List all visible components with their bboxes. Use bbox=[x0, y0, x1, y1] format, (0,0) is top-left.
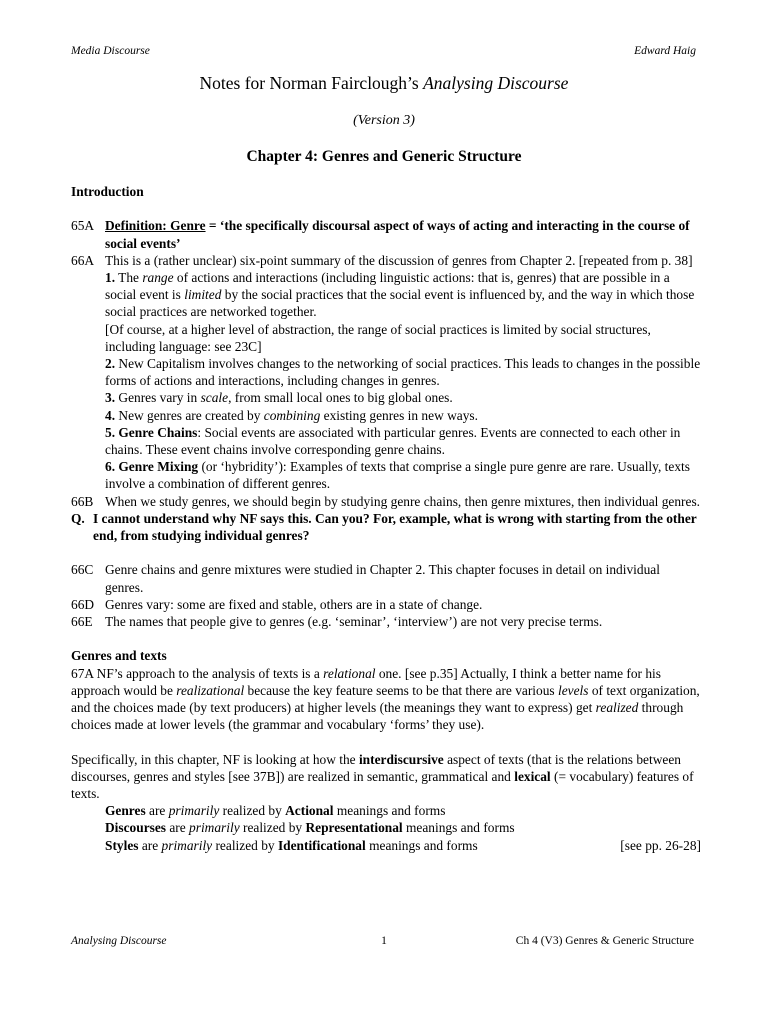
para-67A: 67A NF’s approach to the analysis of texts is a relational one. [see p.35] Actually, I think a better name for his approach would be realizational because the key feature seems to be that there are various levels of text organization, and the choices made (by text producers) at higher levels (the meanings they want to express) get realized through choices made at lower levels (the grammar and vocabulary ‘forms’ they use). bbox=[71, 665, 700, 733]
point-5: 5. Genre Chains: Social events are associated with particular genres. Events are connected to each other in chains. These event chains involve corresponding genre chains. bbox=[105, 424, 681, 458]
footer-right: Ch 4 (V3) Genres & Generic Structure bbox=[515, 935, 694, 947]
para-label: 66E bbox=[71, 614, 93, 630]
document-body bbox=[71, 183, 701, 854]
para-66D: 66D Genres vary: some are fixed and stable, others are in a state of change. bbox=[71, 596, 483, 612]
point-4: 4. New genres are created by combining existing genres in new ways. bbox=[105, 407, 478, 423]
title-text: Notes for Norman Fairclough’s bbox=[199, 73, 424, 93]
point-1-note: [Of course, at a higher level of abstraction, the range of social practices is limited by social structures, including language: see 23C] bbox=[105, 321, 651, 354]
section-heading-genres-texts: Genres and texts bbox=[71, 648, 167, 664]
running-header-right: Edward Haig bbox=[634, 45, 696, 57]
running-header-left: Media Discourse bbox=[71, 45, 150, 57]
point-1: 1. The range of actions and interactions (including linguistic actions: that is, genres) that are possible in a social event is limited by the social practices that the social event is influenced by, and the way in which those social practices are networked together. bbox=[105, 270, 695, 320]
question: Q. I cannot understand why NF says this. Can you? For, example, what is wrong with starting from the other end, from studying individual genres? bbox=[71, 510, 697, 544]
point-3: 3. Genres vary in scale, from small local ones to big global ones. bbox=[105, 390, 453, 406]
section-heading-introduction: Introduction bbox=[71, 184, 144, 199]
para-label: 66B bbox=[71, 493, 94, 509]
page-number: 1 bbox=[381, 935, 387, 947]
realization-discourses: Discourses are primarily realized by Representational meanings and forms bbox=[105, 820, 515, 836]
para-66B: 66B When we study genres, we should begin by studying genre chains, then genre mixtures, then individual genres. bbox=[71, 493, 701, 509]
definition-text: ‘the specifically discoursal aspect of ways of acting and interacting in the course of social events’ bbox=[105, 218, 690, 251]
para-66E: 66E The names that people give to genres (e.g. ‘seminar’, ‘interview’) are not very precise terms. bbox=[71, 614, 603, 630]
realization-styles: [see pp. 26-28] Styles are primarily realized by Identificational meanings and forms bbox=[105, 837, 701, 853]
realization-genres: Genres are primarily realized by Actional meanings and forms bbox=[105, 803, 446, 819]
para-label: 65A bbox=[71, 218, 95, 234]
para-65A: 65A Definition: Genre = ‘the specifically discoursal aspect of ways of acting and interacting in the course of social events’ bbox=[71, 218, 690, 251]
para-label: 66A bbox=[71, 252, 95, 268]
para-66A: 66A This is a (rather unclear) six-point summary of the discussion of genres from Chapter 2. [repeated from p. 38] bbox=[71, 252, 693, 268]
para-66C: 66C Genre chains and genre mixtures were studied in Chapter 2. This chapter focuses in detail on individual genres. bbox=[71, 562, 660, 595]
para-label: 66C bbox=[71, 562, 94, 578]
page-reference: [see pp. 26-28] bbox=[620, 837, 701, 853]
para-label: 67A bbox=[71, 665, 94, 681]
definition-label: Definition: Genre bbox=[105, 218, 206, 234]
point-6: 6. Genre Mixing (or ‘hybridity’): Examples of texts that comprise a single pure genre are rare. Usually, texts involve a combination of different genres. bbox=[105, 459, 690, 492]
document-title bbox=[0, 73, 768, 94]
question-label: Q. bbox=[71, 510, 85, 526]
para-specifically: Specifically, in this chapter, NF is looking at how the interdiscursive aspect of texts (that is the relations between discourses, genres and styles [see 37B]) are realized in semantic, grammatical and lexical (= vocabulary) features of texts. bbox=[71, 751, 694, 802]
chapter-heading: Chapter 4: Genres and Generic Structure bbox=[246, 148, 522, 165]
para-label: 66D bbox=[71, 596, 95, 612]
footer-left: Analysing Discourse bbox=[71, 935, 167, 947]
version-label: (Version 3) bbox=[353, 113, 415, 128]
point-2: 2. New Capitalism involves changes to the networking of social practices. This leads to changes in the possible forms of actions and interactions, including changes in genres. bbox=[105, 356, 701, 389]
title-book-name: Analysing Discourse bbox=[423, 73, 569, 93]
